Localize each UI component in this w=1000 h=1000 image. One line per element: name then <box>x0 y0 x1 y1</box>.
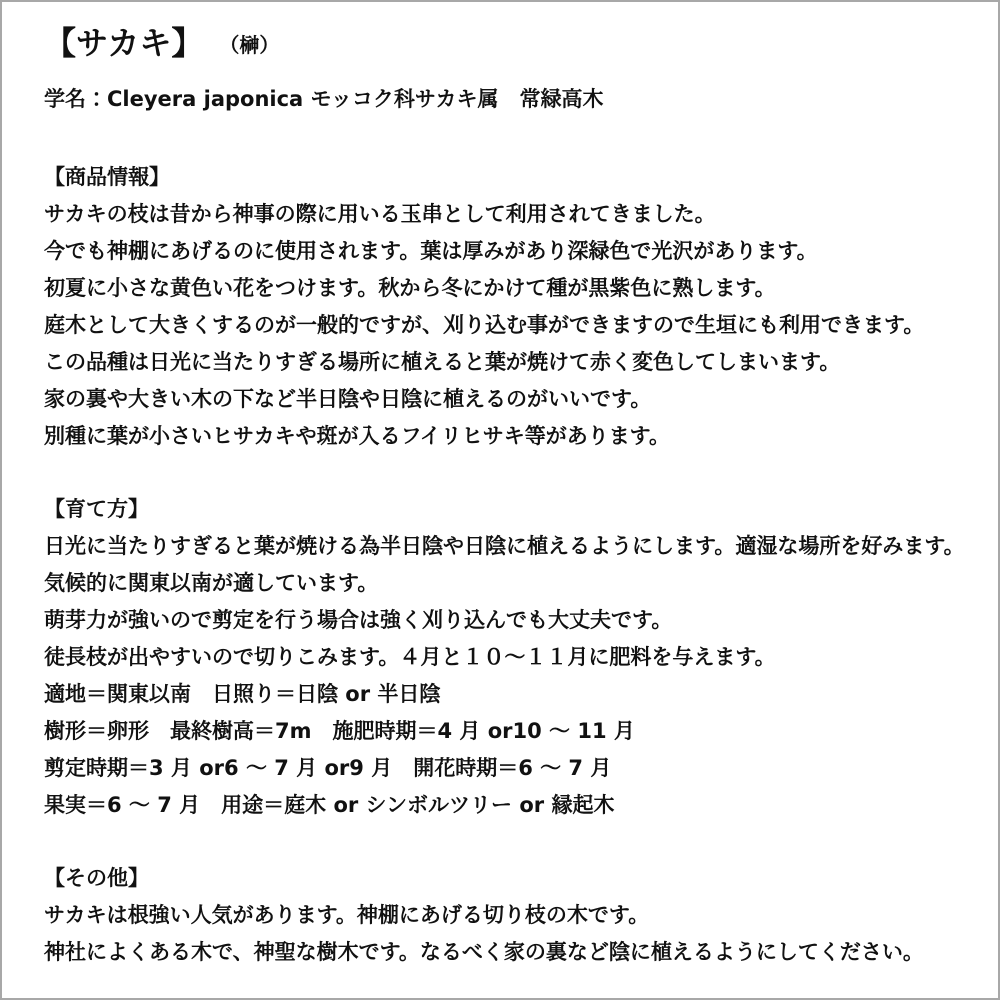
body-line: 萌芽力が強いので剪定を行う場合は強く刈り込んでも大丈夫です。 <box>44 608 673 632</box>
body-line: 日光に当たりすぎると葉が焼ける為半日陰や日陰に植えるようにします。適湿な場所を好みます。 <box>44 534 965 558</box>
body-line: 神社によくある木で、神聖な樹木です。なるべく家の裏など陰に植えるようにしてください。 <box>44 940 924 964</box>
body-line: 剪定時期＝3 月 or6 ～ 7 月 or9 月 開花時期＝6 ～ 7 月 <box>44 756 612 780</box>
scientific-name-line: 学名：Cleyera japonica モッコク科サカキ属 常緑高木 <box>44 87 604 111</box>
body-line: 気候的に関東以南が適しています。 <box>44 571 379 595</box>
body-line: 適地＝関東以南 日照り＝日陰 or 半日陰 <box>44 682 441 706</box>
section-how-to-grow <box>44 491 978 824</box>
body-line: 今でも神棚にあげるのに使用されます。葉は厚みがあり深緑色で光沢があります。 <box>44 239 818 263</box>
body-line: 庭木として大きくするのが一般的ですが、刈り込む事ができますので生垣にも利用できます。 <box>44 313 925 337</box>
section-heading: 【育て方】 <box>44 497 149 521</box>
body-line: 初夏に小さな黄色い花をつけます。秋から冬にかけて種が黒紫色に熟します。 <box>44 276 776 300</box>
title-row <box>44 22 978 64</box>
section-other <box>44 860 978 971</box>
body-line: この品種は日光に当たりすぎる場所に植えると葉が焼けて赤く変色してしまいます。 <box>44 350 841 374</box>
body-line: サカキは根強い人気があります。神棚にあげる切り枝の木です。 <box>44 903 650 927</box>
body-line: サカキの枝は昔から神事の際に用いる玉串として利用されてきました。 <box>44 202 716 226</box>
product-description-document <box>2 22 998 971</box>
page-title: 【サカキ】 <box>44 24 204 62</box>
section-heading: 【商品情報】 <box>44 165 170 189</box>
section-heading: 【その他】 <box>44 866 149 890</box>
body-line: 徒長枝が出やすいので切りこみます。４月と１０～１１月に肥料を与えます。 <box>44 645 776 669</box>
body-line: 樹形＝卵形 最終樹高＝7m 施肥時期＝4 月 or10 ～ 11 月 <box>44 719 635 743</box>
body-line: 別種に葉が小さいヒサカキや斑が入るフイリヒサキ等があります。 <box>44 424 671 448</box>
body-line: 果実＝6 ～ 7 月 用途＝庭木 or シンボルツリー or 縁起木 <box>44 793 615 817</box>
body-line: 家の裏や大きい木の下など半日陰や日陰に植えるのがいいです。 <box>44 387 652 411</box>
page-title-note: （榊） <box>219 33 280 57</box>
section-product-info <box>44 159 978 455</box>
